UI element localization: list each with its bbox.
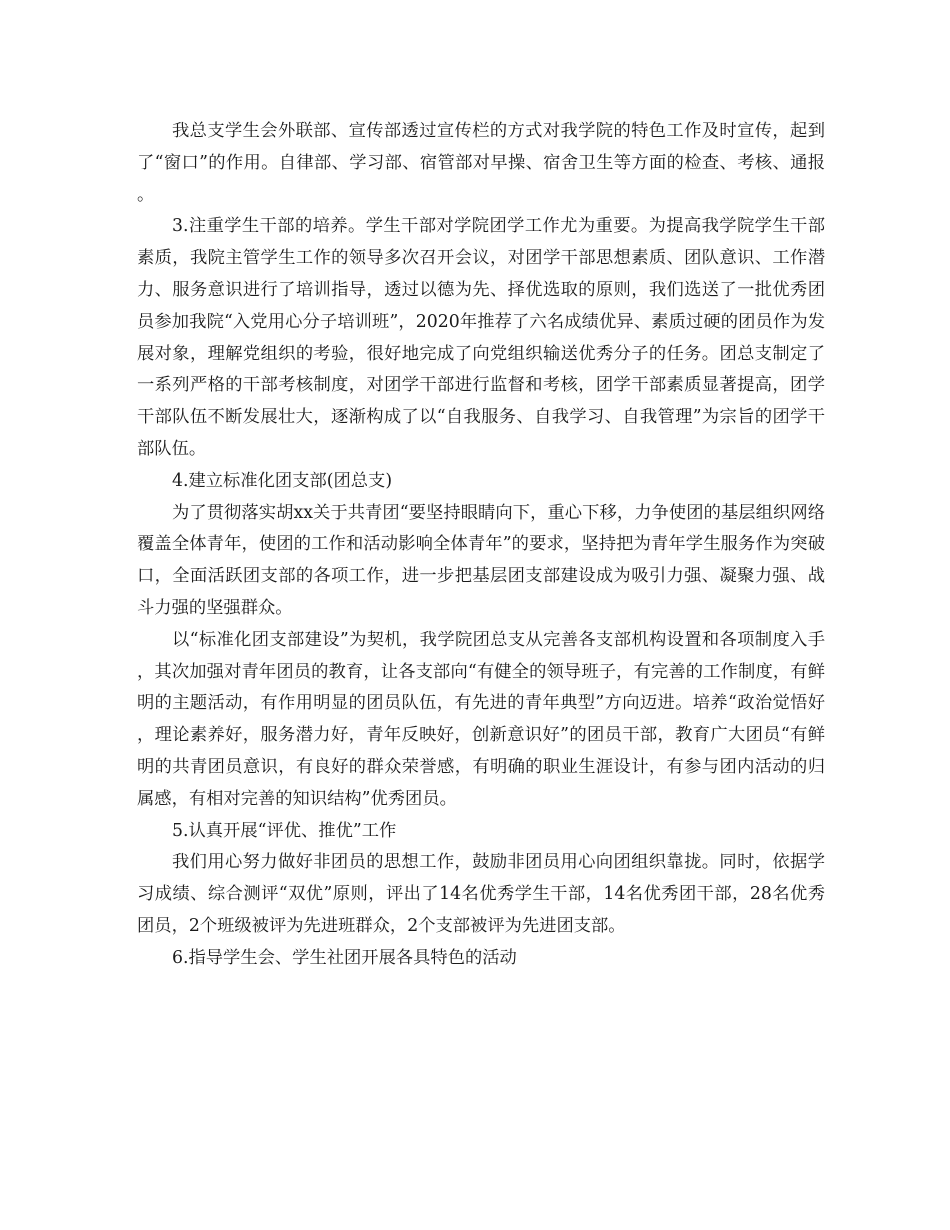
document-body	[137, 116, 825, 975]
paragraph-awards-results: 我们用心努力做好非团员的思想工作，鼓励非团员用心向团组织靠拢。同时，依据学习成绩、综合测评“双优”原则，评出了14名优秀学生干部，14名优秀团干部，28名优秀团员，2个班级被评为先进班群众，2个支部被评为先进团支部。	[137, 852, 825, 936]
heading-standardized-branch: 4.建立标准化团支部(团总支)	[172, 470, 393, 491]
paragraph-branch-construction: 以“标准化团支部建设”为契机，我学院团总支从完善各支部机构设置和各项制度入手，其次加强对青年团员的教育，让各支部向“有健全的领导班子，有完善的工作制度，有鲜明的主题活动，有作用明显的团员队伍，有先进的青年典型”方向迈进。培养“政治觉悟好，理论素养好，服务潜力好，青年反映好，创新意识好”的团员干部，教育广大团员“有鲜明的共青团员意识，有良好的群众荣誉感，有明确的职业生涯设计，有参与团内活动的归属感，有相对完善的知识结构”优秀团员。	[137, 629, 825, 809]
heading-student-union-activities: 6.指导学生会、学生社团开展各具特色的活动	[172, 947, 517, 968]
paragraph-student-cadre-training: 3.注重学生干部的培养。学生干部对学院团学工作尤为重要。为提高我学院学生干部素质，我院主管学生工作的领导多次召开会议，对团学干部思想素质、团队意识、工作潜力、服务意识进行了培训指导，透过以德为先、择优选取的原则，我们选送了一批优秀团员参加我院“入党用心分子培训班”，2020年推荐了六名成绩优异、素质过硬的团员作为发展对象，理解党组织的考验，很好地完成了向党组织输送优秀分子的任务。团总支制定了一系列严格的干部考核制度，对团学干部进行监督和考核，团学干部素质显著提高，团学干部队伍不断发展壮大，逐渐构成了以“自我服务、自我学习、自我管理”为宗旨的团学干部队伍。	[137, 216, 825, 459]
paragraph-publicity-and-inspection: 我总支学生会外联部、宣传部透过宣传栏的方式对我学院的特色工作及时宣传，起到了“窗口”的作用。自律部、学习部、宿管部对早操、宿舍卫生等方面的检查、考核、通报。	[137, 121, 825, 205]
heading-awards-selection: 5.认真开展“评优、推优”工作	[172, 820, 397, 841]
paragraph-grassroots-organization: 为了贯彻落实胡xx关于共青团“要坚持眼睛向下，重心下移，力争使团的基层组织网络覆盖全体青年，使团的工作和活动影响全体青年”的要求，坚持把为青年学生服务作为突破口，全面活跃团支部的各项工作，进一步把基层团支部建设成为吸引力强、凝聚力强、战斗力强的坚强群众。	[137, 502, 825, 618]
